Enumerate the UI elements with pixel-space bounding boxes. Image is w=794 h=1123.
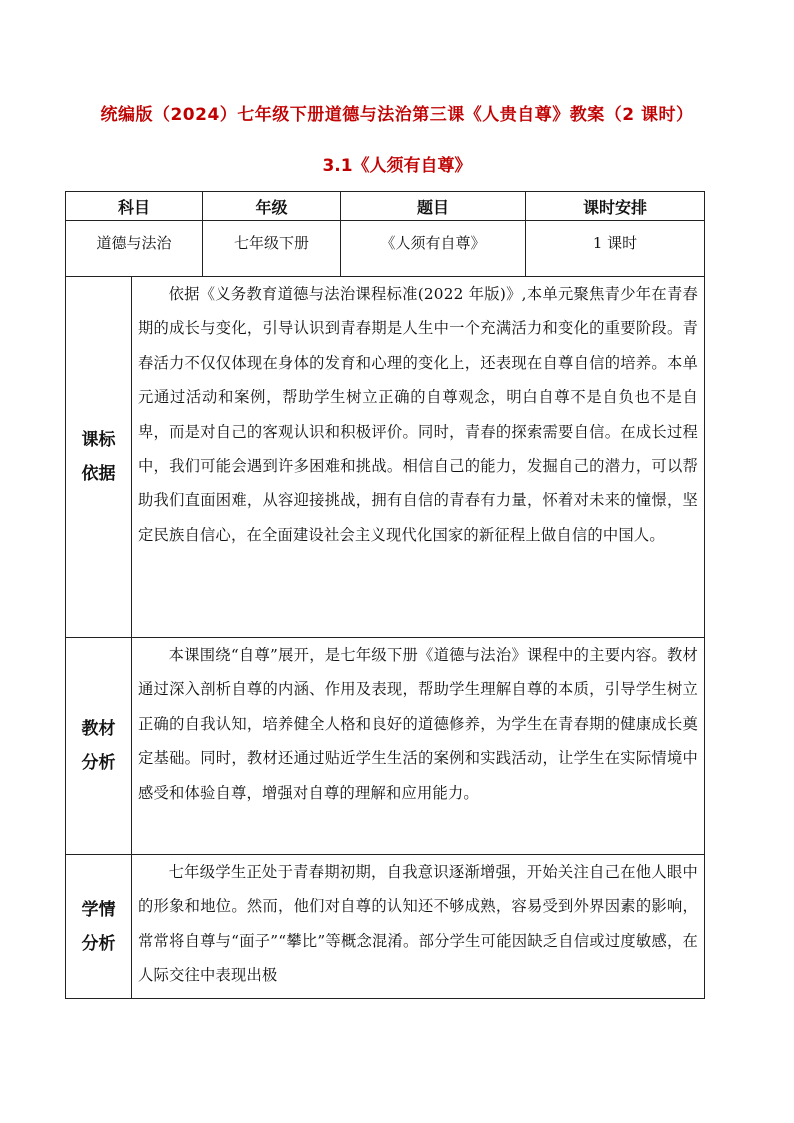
value-grade: 七年级下册 bbox=[203, 221, 341, 277]
header-subject: 科目 bbox=[66, 192, 203, 221]
value-schedule: 1 课时 bbox=[526, 221, 705, 277]
lesson-plan-table bbox=[65, 191, 705, 999]
header-row bbox=[66, 192, 705, 221]
section-label-learner-analysis: 学情分析 bbox=[66, 855, 132, 999]
value-topic: 《人须有自尊》 bbox=[341, 221, 526, 277]
section-label-material-analysis: 教材分析 bbox=[66, 638, 132, 855]
section-text-material-analysis: 本课围绕“自尊”展开，是七年级下册《道德与法治》课程中的主要内容。教材通过深入剖析自尊的内涵、作用及表现，帮助学生理解自尊的本质，引导学生树立正确的自我认知，培养健全人格和良好的道德修养，为学生在青春期的健康成长奠定基础。同时，教材还通过贴近学生生活的案例和实践活动，让学生在实际情境中感受和体验自尊，增强对自尊的理解和应用能力。 bbox=[132, 638, 705, 855]
section-row-material-analysis bbox=[66, 638, 705, 855]
value-row bbox=[66, 221, 705, 277]
header-grade: 年级 bbox=[203, 192, 341, 221]
section-text-curriculum-basis: 依据《义务教育道德与法治课程标准(2022 年版)》,本单元聚焦青少年在青春期的成长与变化，引导认识到青春期是人生中一个充满活力和变化的重要阶段。青春活力不仅仅体现在身体的发育和心理的变化上，还表现在自尊自信的培养。本单元通过活动和案例，帮助学生树立正确的自尊观念，明白自尊不是自负也不是自卑，而是对自己的客观认识和积极评价。同时，青春的探索需要自信。在成长过程中，我们可能会遇到许多困难和挑战。相信自己的能力，发掘自己的潜力，可以帮助我们直面困难，从容迎接挑战，拥有自信的青春有力量，怀着对未来的憧憬，坚定民族自信心，在全面建设社会主义现代化国家的新征程上做自信的中国人。 bbox=[132, 277, 705, 638]
header-schedule: 课时安排 bbox=[526, 192, 705, 221]
value-subject: 道德与法治 bbox=[66, 221, 203, 277]
header-topic: 题目 bbox=[341, 192, 526, 221]
section-label-curriculum-basis: 课标依据 bbox=[66, 277, 132, 638]
document-title: 统编版（2024）七年级下册道德与法治第三课《人贵自尊》教案（2 课时） bbox=[100, 105, 694, 125]
section-row-learner-analysis bbox=[66, 855, 705, 999]
section-row-curriculum-basis bbox=[66, 277, 705, 638]
lesson-subtitle: 3.1《人须有自尊》 bbox=[322, 156, 472, 176]
section-text-learner-analysis: 七年级学生正处于青春期初期，自我意识逐渐增强，开始关注自己在他人眼中的形象和地位。然而，他们对自尊的认知还不够成熟，容易受到外界因素的影响，常常将自尊与“面子”“攀比”等概念混淆。部分学生可能因缺乏自信或过度敏感，在人际交往中表现出极 bbox=[132, 855, 705, 999]
